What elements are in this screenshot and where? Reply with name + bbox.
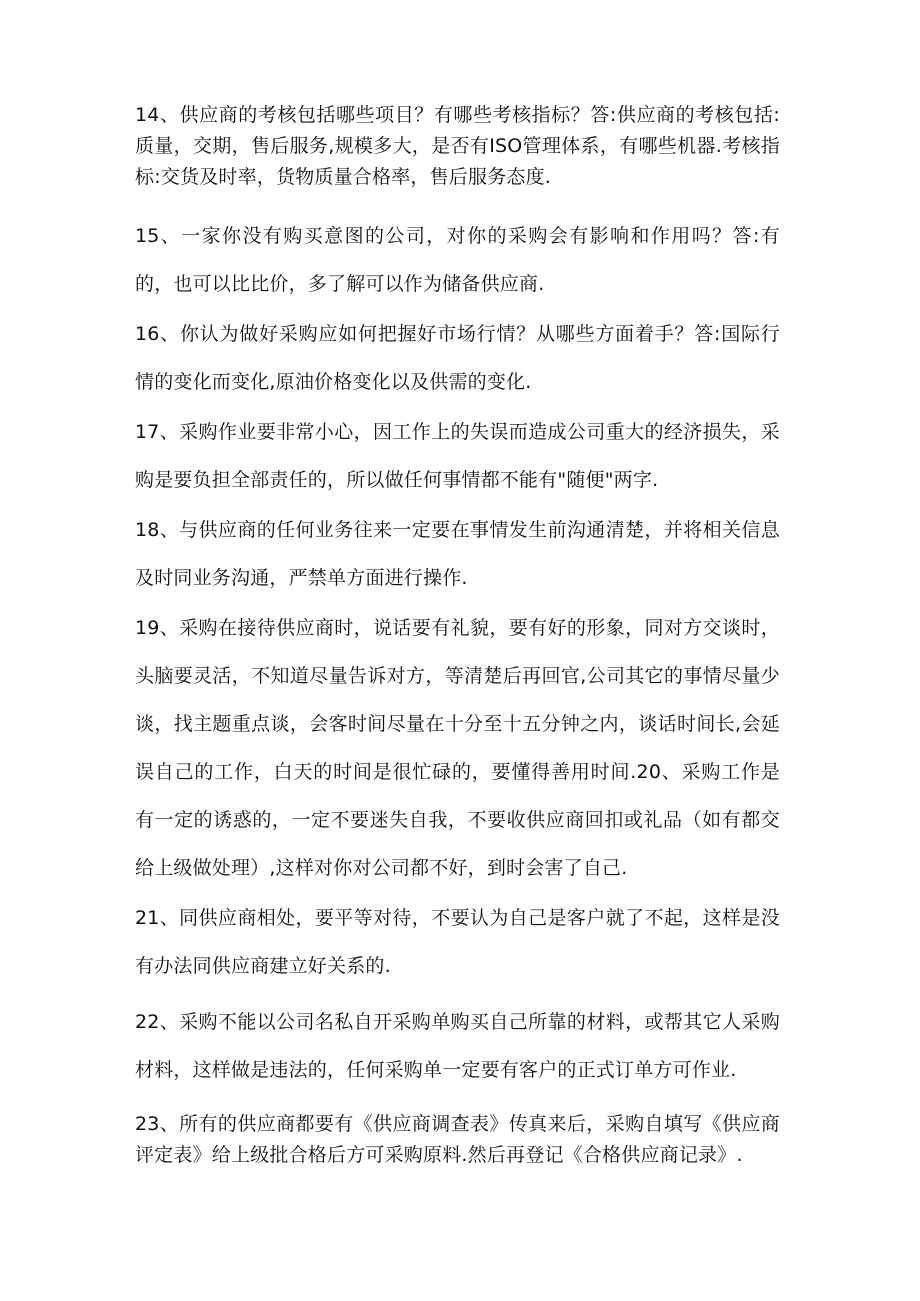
paragraph-15: 15、一家你没有购买意图的公司，对你的采购会有影响和作用吗？答:有的，也可以比比价，多了解可以作为储备供应商. [135, 225, 780, 295]
paragraph-14: 14、供应商的考核包括哪些项目？有哪些考核指标？答:供应商的考核包括:质量，交期，售后服务,规模多大，是否有ISO管理体系，有哪些机器.考核指标:交货及时率，货物质量合格率，售后服务态度. [135, 104, 780, 188]
paragraph-17: 17、采购作业要非常小心，因工作上的失误而造成公司重大的经济损失，采购是要负担全部责任的，所以做任何事情都不能有"随便"两字. [135, 421, 780, 491]
paragraph-23: 23、所有的供应商都要有《供应商调查表》传真来后，采购自填写《供应商评定表》给上级批合格后方可采购原料.然后再登记《合格供应商记录》. [135, 1113, 780, 1166]
paragraph-19-20: 19、采购在接待供应商时，说话要有礼貌，要有好的形象，同对方交谈时，头脑要灵活，不知道尽量告诉对方，等清楚后再回官,公司其它的事情尽量少谈，找主题重点谈，会客时间尽量在十分至十五分钟之内，谈话时间长,会延误自己的工作，白天的时间是很忙碌的，要懂得善用时间.20、采购工作是有一定的诱惑的，一定不要迷失自我，不要收供应商回扣或礼品（如有都交给上级做处理）,这样对你对公司都不好，到时会害了自己. [135, 617, 780, 879]
paragraph-21: 21、同供应商相处，要平等对待，不要认为自己是客户就了不起，这样是没有办法同供应商建立好关系的. [135, 907, 780, 977]
document-body [135, 100, 780, 1171]
paragraph-22: 22、采购不能以公司名私自开采购单购买自己所靠的材料，或帮其它人采购材料，这样做是违法的，任何采购单一定要有客户的正式订单方可作业. [135, 1011, 780, 1081]
paragraph-18: 18、与供应商的任何业务往来一定要在事情发生前沟通清楚，并将相关信息及时同业务沟通，严禁单方面进行操作. [135, 519, 780, 589]
paragraph-16: 16、你认为做好采购应如何把握好市场行情？从哪些方面着手？答:国际行情的变化而变化,原油价格变化以及供需的变化. [135, 323, 780, 393]
